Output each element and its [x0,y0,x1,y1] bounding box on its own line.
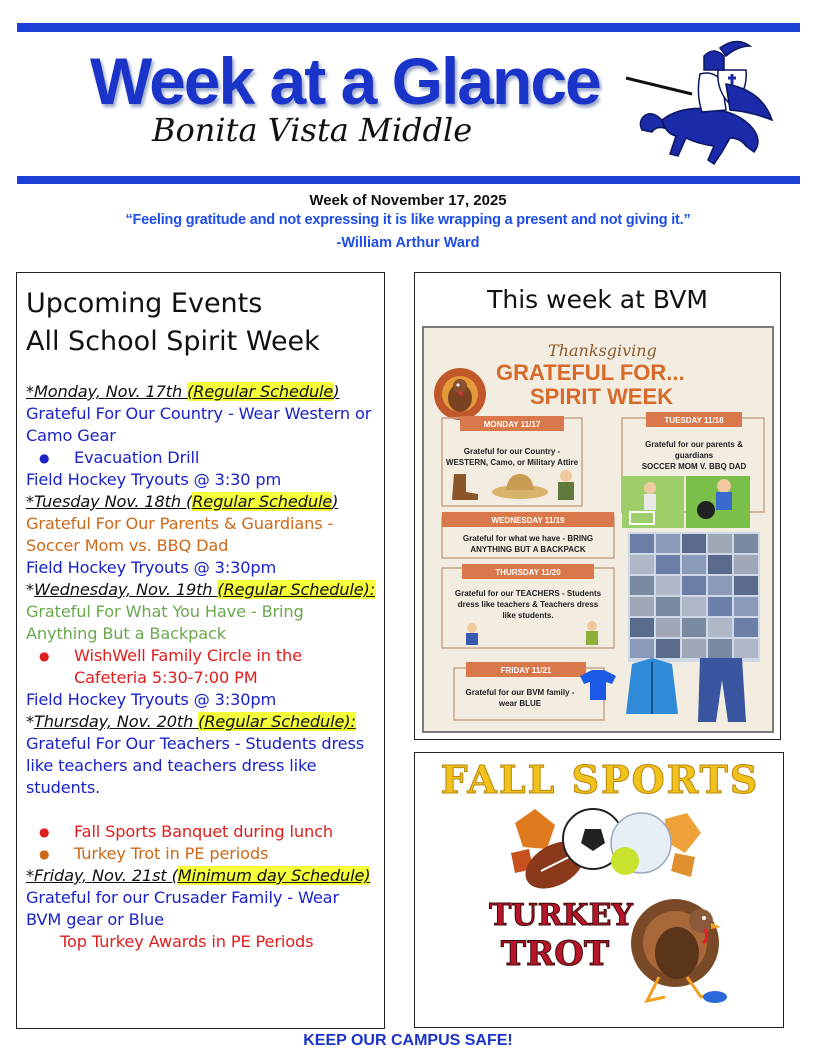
wednesday-bullet: ● WishWell Family Circle in the Cafeteria 5:30-7:00 PM [26,645,376,689]
bbq-dad-image [686,476,750,528]
teacher-photo [656,618,680,637]
teacher-photo [682,576,706,595]
events-heading: Upcoming Events [26,288,263,319]
friday-header: *Friday, Nov. 21st (Minimum day Schedule) [26,866,371,885]
wednesday-theme: Grateful For What You Have - Bring Anything But a Backpack [26,602,304,643]
turkey-icon [434,368,486,420]
fall-sports-graphic [415,753,784,1028]
campus-safety-footer: KEEP OUR CAMPUS SAFE! [303,1032,513,1049]
wednesday-header: *Wednesday, Nov. 19th (Regular Schedule): [26,580,376,599]
teacher-photo [734,618,758,637]
spirit-week-heading: All School Spirit Week [26,326,320,357]
flyer-thursday-text-2: dress like teachers & Teachers dress [457,600,599,609]
friday-awards: Top Turkey Awards in PE Periods [60,932,314,951]
flyer-thursday-text-1: Grateful for our TEACHERS - Students [454,589,602,598]
tuesday-tryouts: Field Hockey Tryouts @ 3:30pm [26,558,277,577]
monday-theme: Grateful For Our Country - Wear Western or Camo Gear [26,404,372,445]
cowboy-boot-icon [452,474,478,500]
teacher-photo [656,576,680,595]
fall-sports-title: FALL SPORTS [440,757,760,802]
tuesday-theme: Grateful For Our Parents & Guardians - Soccer Mom vs. BBQ Dad [26,514,334,555]
week-of-date: Week of November 17, 2025 [309,192,507,209]
wednesday-tryouts: Field Hockey Tryouts @ 3:30pm [26,690,277,709]
blue-jeans-icon [698,658,746,722]
teacher-photo [630,534,654,553]
teacher-photo [708,618,732,637]
teacher-photo [656,534,680,553]
teacher-photo [630,555,654,574]
this-week-panel [414,272,781,740]
this-week-heading: This week at BVM [487,285,708,314]
soccer-mom-image [622,476,684,528]
flyer-tuesday-tag: TUESDAY 11/18 [664,416,724,425]
flyer-title-2: SPIRIT WEEK [530,384,674,409]
student-icon [586,621,598,645]
flyer-monday-text-1: Grateful for our Country - [463,447,561,456]
teacher-photo [682,534,706,553]
teacher-photo [708,597,732,616]
flyer-title-1: GRATEFUL FOR... [496,360,685,385]
monday-header: *Monday, Nov. 17th (Regular Schedule) [26,382,340,401]
teacher-photo-grid [628,532,760,662]
teacher-photo [734,576,758,595]
flyer-monday-tag: MONDAY 11/17 [483,420,541,429]
teacher-photo [656,639,680,658]
flyer-tuesday-text-1: Grateful for our parents & [645,440,743,449]
quote-author: -William Arthur Ward [336,235,480,251]
teacher-photo [630,639,654,658]
teacher-photo [734,534,758,553]
teacher-photo [708,534,732,553]
teacher-photo [708,555,732,574]
top-rule [17,23,800,32]
turkey-text: TURKEY [489,898,633,933]
spirit-week-flyer-graphic [424,328,774,733]
crusader-knight-logo [622,34,782,170]
flyer-tuesday-text-2: guardians [674,451,714,460]
teacher-photo [682,597,706,616]
flyer-wednesday-text-2: ANYTHING BUT A BACKPACK [470,545,586,554]
teacher-photo [708,576,732,595]
spirit-week-flyer [422,326,774,733]
teacher-photo [734,597,758,616]
cowboy-hat-icon [492,474,548,499]
flyer-tuesday-text-3: SOCCER MOM V. BBQ DAD [641,462,747,471]
flyer-friday-tag: FRIDAY 11/21 [500,666,552,675]
teacher-photo [630,618,654,637]
trot-text: TROT [500,934,610,974]
blue-jacket-icon [626,658,678,714]
teacher-photo [656,555,680,574]
teacher-photo [682,618,706,637]
tuesday-header: *Tuesday Nov. 18th (Regular Schedule) [26,492,339,511]
page-title: Week at a Glance [90,44,600,118]
flyer-thursday-text-3: like students. [502,611,554,620]
teacher-photo [630,576,654,595]
school-name: Bonita Vista Middle [152,111,473,149]
teacher-photo [734,555,758,574]
upcoming-events-panel [16,272,385,1029]
thursday-bullet-banquet: ● Fall Sports Banquet during lunch [26,821,376,843]
events-list [26,381,376,953]
teacher-photo [682,639,706,658]
gratitude-quote: “Feeling gratitude and not expressing it is like wrapping a present and not giving it.” [125,212,691,228]
spacer [26,799,376,821]
thursday-header: *Thursday, Nov. 20th (Regular Schedule): [26,712,356,731]
teacher-photo [734,639,758,658]
flyer-monday-text-2: WESTERN, Camo, or Military Attire [445,458,579,467]
thursday-bullet-trot: ● Turkey Trot in PE periods [26,843,376,865]
fall-sports-panel [414,752,784,1028]
friday-theme: Grateful for our Crusader Family - Wear BVM gear or Blue [26,888,339,929]
running-turkey-icon [631,899,727,1003]
teacher-photo [630,597,654,616]
soldier-icon [558,470,574,500]
blue-tshirt-icon [580,670,616,700]
flyer-friday-text-2: wear BLUE [498,699,542,708]
monday-tryouts: Field Hockey Tryouts @ 3:30 pm [26,470,282,489]
teacher-icon [466,623,478,645]
teacher-photo [656,597,680,616]
flyer-wednesday-text-1: Grateful for what we have - BRING [462,534,594,543]
teacher-photo [682,555,706,574]
thursday-theme: Grateful For Our Teachers - Students dress like teachers and teachers dress like students. [26,734,365,797]
monday-bullet: ● Evacuation Drill [26,447,376,469]
flyer-wednesday-tag: WEDNESDAY 11/19 [491,516,565,525]
teacher-photo [708,639,732,658]
flyer-thursday-tag: THURSDAY 11/20 [495,568,561,577]
flyer-script-title: Thanksgiving [548,341,657,360]
bottom-rule [17,176,800,184]
flyer-friday-text-1: Grateful for our BVM family - [465,688,575,697]
